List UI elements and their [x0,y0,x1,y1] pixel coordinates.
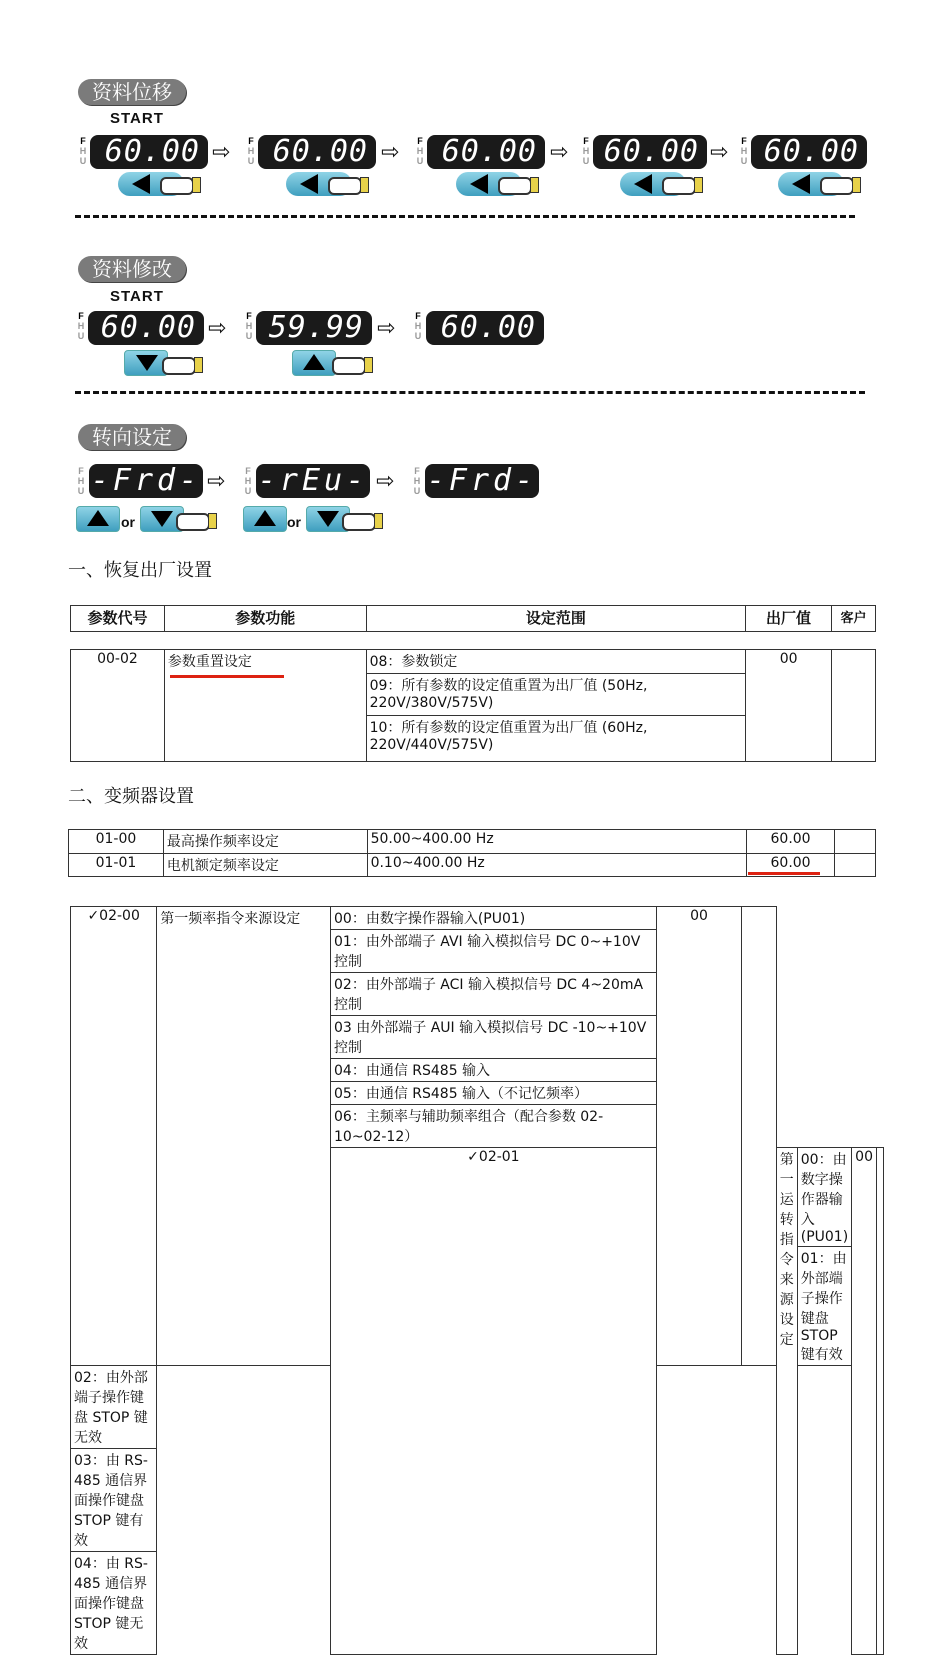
fhu-indicator: F H U [245,311,253,341]
pointing-hand-icon [160,177,194,195]
lcd-display: 60.00 [427,135,545,169]
left-arrow-icon [792,174,810,194]
up-arrow-icon [254,510,276,526]
highlight-underline [170,675,284,678]
range-option: 02：由外部端子 ACI 输入模拟信号 DC 4~20mA 控制 [331,973,657,1016]
left-arrow-icon [634,174,652,194]
param-function: 参数重置设定 [164,650,366,762]
or-label: or [121,514,135,530]
arrow-right-icon: ⇨ [381,140,400,165]
fhu-indicator: F H U [414,311,422,341]
customer-cell [835,830,876,854]
col-header-default: 出厂值 [746,606,832,632]
range-option: 04：由 RS-485 通信界面操作键盘 STOP 键无效 [71,1552,157,1655]
section-heading-factory-reset: 一、恢复出厂设置 [68,560,212,581]
param-function: 最高操作频率设定 [163,830,367,854]
arrow-right-icon: ⇨ [376,469,395,494]
arrow-right-icon: ⇨ [550,140,569,165]
lcd-display: -Frd- [90,463,202,498]
down-arrow-icon [151,511,173,527]
range-option: 09：所有参数的设定值重置为出厂值 (50Hz, 220V/380V/575V) [366,674,746,716]
lcd-display: 59.99 [256,311,372,345]
range-option: 03：由 RS-485 通信界面操作键盘 STOP 键有效 [71,1449,157,1552]
lcd-display: 60.00 [593,135,707,169]
pointing-hand-icon [162,357,196,375]
param-code: 00-02 [71,650,165,762]
param-default: 00 [746,650,832,762]
pointing-hand-icon [332,357,366,375]
col-header-range: 设定范围 [366,606,745,632]
check-mark-icon: ✓ [87,908,100,924]
arrow-right-icon: ⇨ [377,316,396,341]
col-header-function: 参数功能 [164,606,366,632]
param-function: 第一运转指令来源设定 [776,1148,797,1655]
arrow-right-icon: ⇨ [208,316,227,341]
param-function: 第一频率指令来源设定 [157,907,331,1366]
up-arrow-icon [87,510,109,526]
range-option: 08：参数锁定 [366,650,746,674]
range-option: 04：由通信 RS485 输入 [331,1059,657,1082]
down-arrow-icon [317,511,339,527]
lcd-display: 60.00 [426,311,544,345]
param-default: 60.00 [747,854,835,877]
section-badge-direction: 转向设定 [78,424,186,450]
left-arrow-icon [470,174,488,194]
range-option: 06：主频率与辅助频率组合（配合参数 02-10~02-12） [331,1105,657,1148]
param-default: 00 [656,907,742,1366]
param-range: 50.00~400.00 Hz [367,830,747,854]
highlight-underline [748,872,820,875]
param-code: 01-01 [69,854,164,877]
range-option: 03 由外部端子 AUI 输入模拟信号 DC -10~+10V 控制 [331,1016,657,1059]
param-default: 00 [852,1148,877,1655]
lcd-display: 60.00 [258,135,376,169]
range-option: 01：由外部端子操作键盘 STOP 键有效 [797,1247,851,1366]
fhu-indicator: F H U [582,136,590,166]
lcd-display: -Frd- [426,463,538,498]
lcd-display: 60.00 [90,135,208,169]
or-label: or [287,514,301,530]
param-table-header [70,605,876,632]
fhu-indicator: F H U [740,136,748,166]
range-option: 01：由外部端子 AVI 输入模拟信号 DC 0~+10V 控制 [331,930,657,973]
fhu-indicator: F H U [77,311,85,341]
customer-cell [832,650,876,762]
fhu-indicator: F H U [247,136,255,166]
pointing-hand-icon [498,177,532,195]
divider [75,391,865,394]
param-range: 0.10~400.00 Hz [367,854,747,877]
table-row [69,830,876,854]
lcd-display: 60.00 [88,311,204,345]
fhu-indicator: F H U [413,466,421,496]
param-function: 电机额定频率设定 [163,854,367,877]
start-label: START [110,110,164,127]
fhu-indicator: F H U [244,466,252,496]
lcd-display: -rEu- [257,463,369,498]
table-row [71,650,876,674]
customer-cell [877,1148,884,1655]
param-code: 01-00 [69,830,164,854]
range-option: 00：由数字操作器输入(PU01) [331,907,657,930]
arrow-right-icon: ⇨ [207,469,226,494]
pointing-hand-icon [328,177,362,195]
pointing-hand-icon [342,513,376,531]
param-default: 60.00 [747,830,835,854]
section-heading-inverter: 二、变频器设置 [68,786,194,807]
arrow-right-icon: ⇨ [212,140,231,165]
lcd-display: 60.00 [751,135,867,169]
arrow-right-icon: ⇨ [710,140,729,165]
fhu-indicator: F H U [416,136,424,166]
check-mark-icon: ✓ [467,1149,479,1165]
param-code-cell [71,907,157,1366]
divider [75,215,855,218]
range-option: 05：由通信 RS485 输入（不记忆频率） [331,1082,657,1105]
left-arrow-icon [132,174,150,194]
customer-cell [742,907,776,1366]
param-table-factory [70,649,876,762]
start-label: START [110,288,164,305]
pointing-hand-icon [662,177,696,195]
table-row [71,907,884,930]
section-badge-shift: 资料位移 [78,79,186,105]
section-badge-modify: 资料修改 [78,256,186,282]
param-code: 02-01 [478,1149,520,1165]
param-table-frequency [68,829,876,877]
customer-cell [835,854,876,877]
pointing-hand-icon [176,513,210,531]
fhu-indicator: F H U [77,466,85,496]
up-arrow-icon [303,354,325,370]
down-arrow-icon [136,355,158,371]
param-code-cell [331,1148,657,1655]
col-header-code: 参数代号 [71,606,165,632]
range-option: 00：由数字操作器输入(PU01) [797,1148,851,1247]
param-code: 02-00 [99,908,140,924]
left-arrow-icon [300,174,318,194]
fhu-indicator: F H U [79,136,87,166]
col-header-customer: 客户 [832,606,876,632]
range-option: 02：由外部端子操作键盘 STOP 键无效 [71,1366,157,1449]
param-table-source [70,906,884,1655]
pointing-hand-icon [820,177,854,195]
range-option: 10：所有参数的设定值重置为出厂值 (60Hz, 220V/440V/575V) [366,716,746,762]
